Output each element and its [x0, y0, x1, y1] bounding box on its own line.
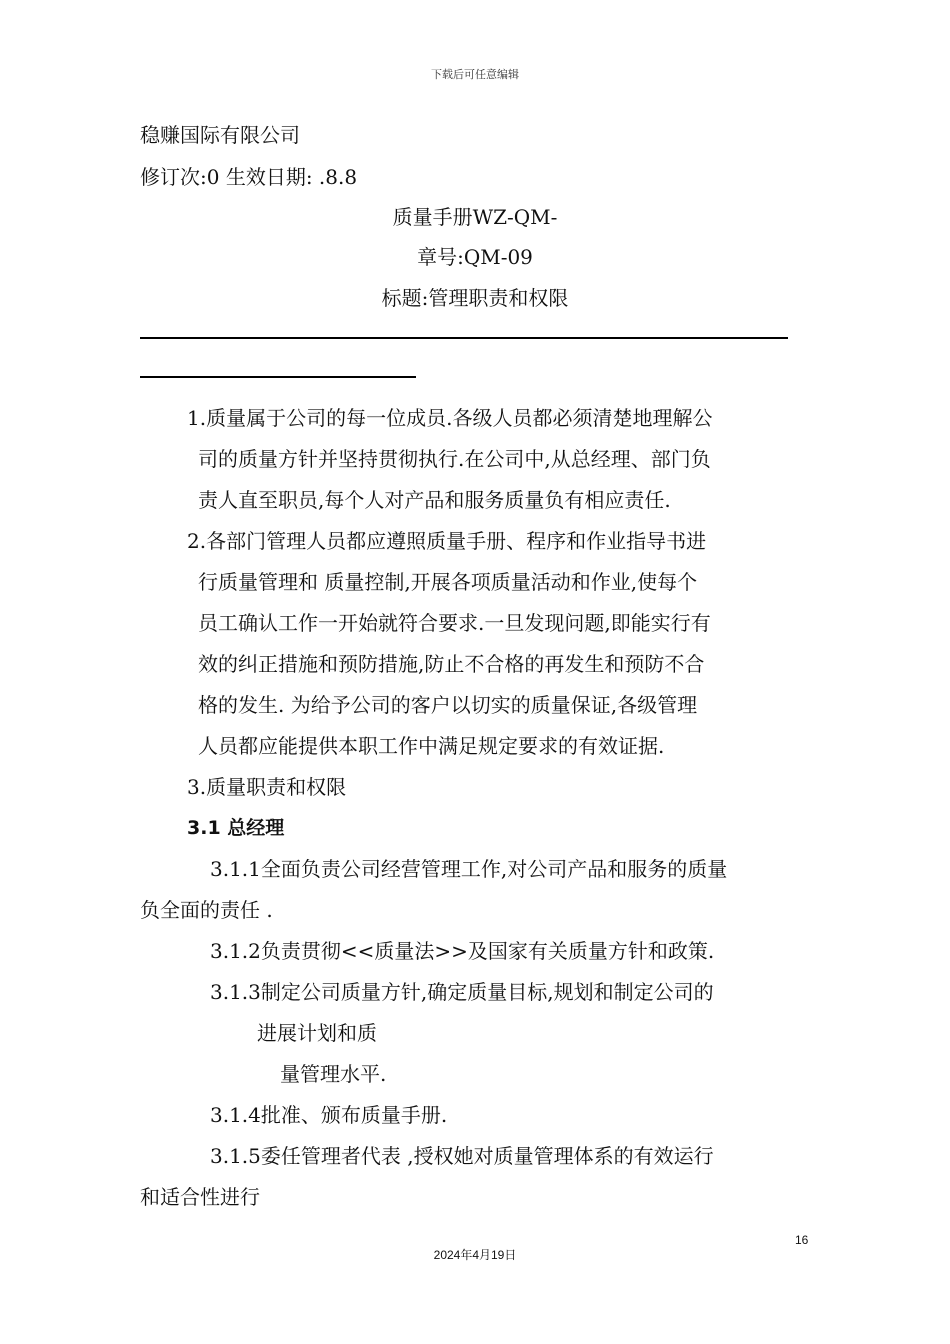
paragraph-2-line: 人员都应能提供本职工作中满足规定要求的有效证据.	[198, 734, 665, 758]
item-3-1-5: 3.1.5委任管理者代表 ,授权她对质量管理体系的有效运行	[210, 1144, 714, 1168]
document-subject: 标题:管理职责和权限	[381, 286, 569, 310]
item-3-1-3-cont: 量管理水平.	[280, 1062, 387, 1086]
manual-title: 质量手册WZ-QM-	[392, 205, 558, 229]
item-3-1-3: 3.1.3制定公司质量方针,确定质量目标,规划和制定公司的	[210, 980, 714, 1004]
chapter-number: 章号:QM-09	[417, 245, 533, 269]
section-3-1-heading: 3.1 总经理	[187, 817, 285, 839]
item-3-1-1: 3.1.1全面负责公司经营管理工作,对公司产品和服务的质量	[210, 857, 728, 881]
paragraph-1-line: 司的质量方针并坚持贯彻执行.在公司中,从总经理、部门负	[198, 447, 711, 471]
section-3-heading: 3.质量职责和权限	[187, 775, 347, 799]
item-3-1-1-cont: 负全面的责任 .	[140, 898, 273, 922]
paragraph-2-line: 2.各部门管理人员都应遵照质量手册、程序和作业指导书进	[187, 529, 707, 553]
header-note: 下载后可任意编辑	[431, 68, 519, 81]
item-3-1-2: 3.1.2负责贯彻<<质量法>>及国家有关质量方针和政策.	[210, 939, 715, 963]
paragraph-1-line: 责人直至职员,每个人对产品和服务质量负有相应责任.	[198, 488, 671, 512]
paragraph-2-line: 效的纠正措施和预防措施,防止不合格的再发生和预防不合	[198, 652, 705, 676]
paragraph-2-line: 行质量管理和 质量控制,开展各项质量活动和作业,使每个	[198, 570, 698, 594]
divider-long	[140, 337, 788, 339]
paragraph-1-line: 1.质量属于公司的每一位成员.各级人员都必须清楚地理解公	[187, 406, 713, 430]
item-3-1-4: 3.1.4批准、颁布质量手册.	[210, 1103, 448, 1127]
paragraph-2-line: 格的发生. 为给予公司的客户以切实的质量保证,各级管理	[198, 693, 698, 717]
item-3-1-5-cont: 和适合性进行	[140, 1185, 260, 1209]
item-3-1-3-cont: 进展计划和质	[257, 1021, 377, 1045]
company-name: 稳赚国际有限公司	[140, 123, 300, 147]
revision-line: 修订次:0 生效日期: .8.8	[140, 165, 358, 189]
paragraph-2-line: 员工确认工作一开始就符合要求.一旦发现问题,即能实行有	[198, 611, 711, 635]
page-number: 16	[795, 1233, 809, 1247]
divider-short	[140, 376, 416, 378]
footer-date: 2024年4月19日	[433, 1248, 517, 1262]
